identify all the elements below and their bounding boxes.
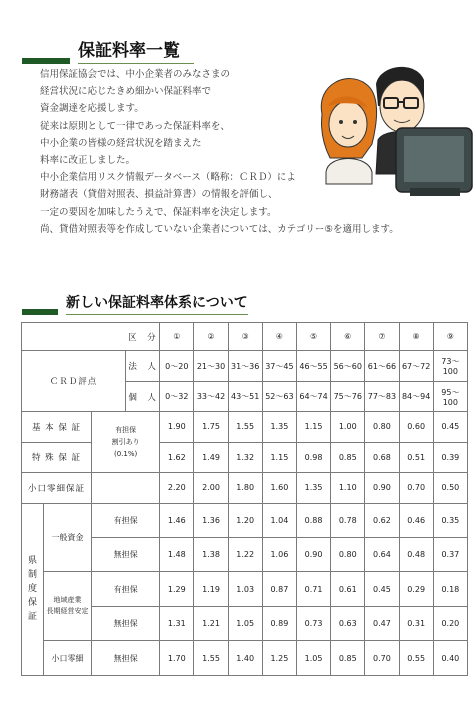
table-cell: 0.48 (399, 537, 433, 571)
table-cell: 0.70 (365, 641, 399, 676)
label-line: 長期経営安定 (46, 607, 89, 616)
table-cell: 0～20 (160, 351, 194, 381)
table-cell: 0.80 (331, 537, 365, 571)
table-cell: 1.35 (262, 412, 296, 442)
special-guarantee-label: 特 殊 保 証 (22, 442, 92, 472)
category-header: ⑧ (399, 323, 433, 351)
table-cell: 1.60 (262, 473, 296, 503)
micro-guarantee-label: 小口零細保証 (22, 473, 92, 503)
table-cell: 0.87 (262, 572, 296, 606)
category-header: ⑥ (331, 323, 365, 351)
collateral-discount-note (92, 412, 160, 473)
label-line: 地域産業 (53, 596, 82, 605)
vertical-char: 証 (27, 612, 37, 623)
table-cell: 0.63 (331, 606, 365, 640)
table-cell: 0.64 (365, 537, 399, 571)
individual-label: 個 人 (126, 381, 160, 411)
category-header: ④ (262, 323, 296, 351)
table-cell: 77～83 (365, 381, 399, 411)
table-cell: 0.20 (433, 606, 467, 640)
intro-line: 経営状況に応じたきめ細かい保証料率で (40, 86, 212, 98)
note-line: 割引あり (111, 438, 140, 447)
note-line: (0.1%) (113, 450, 138, 459)
table-cell: 1.15 (296, 412, 330, 442)
table-cell: 1.00 (331, 412, 365, 442)
page-title: 保証料率一覧 (78, 36, 194, 64)
table-cell: 1.29 (160, 572, 194, 606)
category-header: ⑦ (365, 323, 399, 351)
table-cell: 0.80 (365, 412, 399, 442)
table-cell: 1.62 (160, 442, 194, 472)
category-header: ② (194, 323, 228, 351)
secured-label: 有担保 (92, 572, 160, 606)
table-cell: 46～55 (296, 351, 330, 381)
section-title: 新しい保証料率体系について (66, 292, 248, 315)
intro-line: 財務諸表（貸借対照表、損益計算書）の情報を評価し、 (40, 189, 278, 201)
table-cell: 0.90 (365, 473, 399, 503)
table-cell: 0.73 (296, 606, 330, 640)
table-cell: 84～94 (399, 381, 433, 411)
guarantee-rate-table (21, 322, 468, 676)
table-cell: 1.05 (228, 606, 262, 640)
prefectural-scheme-label (22, 503, 44, 676)
unsecured-label: 無担保 (92, 606, 160, 640)
general-fund-label: 一般資金 (44, 503, 92, 572)
section-heading-rate-list (22, 36, 194, 64)
unsecured-label: 無担保 (92, 641, 160, 676)
table-cell: 1.25 (262, 641, 296, 676)
table-row (22, 572, 468, 606)
table-cell: 0.37 (433, 537, 467, 571)
table-cell: 1.06 (262, 537, 296, 571)
table-cell: 1.20 (228, 503, 262, 537)
table-cell: 1.55 (194, 641, 228, 676)
table-cell: 1.19 (194, 572, 228, 606)
table-cell: 73～100 (433, 351, 467, 381)
vertical-char: 制 (27, 570, 37, 581)
table-cell: 2.20 (160, 473, 194, 503)
vertical-char: 県 (27, 556, 37, 567)
table-cell: 0.45 (433, 412, 467, 442)
blank-cell (92, 473, 160, 503)
table-cell: 56～60 (331, 351, 365, 381)
table-cell: 64～74 (296, 381, 330, 411)
category-header: ⑤ (296, 323, 330, 351)
table-cell: 1.75 (194, 412, 228, 442)
table-cell: 0.40 (433, 641, 467, 676)
table-cell: 0.46 (399, 503, 433, 537)
table-cell: 0.60 (399, 412, 433, 442)
table-cell: 0.89 (262, 606, 296, 640)
intro-line: 中小企業信用リスク情報データベース（略称：ＣＲＤ）によ (40, 172, 296, 184)
intro-line: 資金調達を応援します。 (40, 103, 144, 115)
table-cell: 95～100 (433, 381, 467, 411)
table-cell: 1.49 (194, 442, 228, 472)
table-cell: 33～42 (194, 381, 228, 411)
table-cell: 0.88 (296, 503, 330, 537)
corporate-label: 法 人 (126, 351, 160, 381)
table-cell: 0.35 (433, 503, 467, 537)
table-cell: 1.15 (262, 442, 296, 472)
category-header: ③ (228, 323, 262, 351)
unsecured-label: 無担保 (92, 537, 160, 571)
table-cell: 0.47 (365, 606, 399, 640)
table-cell: 1.90 (160, 412, 194, 442)
table-cell: 0.98 (296, 442, 330, 472)
table-cell: 0.18 (433, 572, 467, 606)
table-cell: 1.36 (194, 503, 228, 537)
table-cell: 0.70 (399, 473, 433, 503)
table-cell: 0.78 (331, 503, 365, 537)
table-cell: 1.35 (296, 473, 330, 503)
heading-bar (22, 309, 58, 315)
regional-industry-label (44, 572, 92, 641)
secured-label: 有担保 (92, 503, 160, 537)
table-cell: 0.71 (296, 572, 330, 606)
table-cell: 0.39 (433, 442, 467, 472)
intro-line: 信用保証協会では、中小企業者のみなさまの (40, 69, 231, 80)
crd-score-label: ＣＲＤ評点 (22, 351, 126, 412)
table-cell: 1.21 (194, 606, 228, 640)
category-header: ⑨ (433, 323, 467, 351)
table-cell: 0.45 (365, 572, 399, 606)
table-cell: 1.32 (228, 442, 262, 472)
table-cell: 0～32 (160, 381, 194, 411)
table-cell: 61～66 (365, 351, 399, 381)
table-cell: 0.55 (399, 641, 433, 676)
note-line: 有担保 (115, 426, 137, 435)
table-row (22, 473, 468, 503)
table-cell: 67～72 (399, 351, 433, 381)
vertical-char: 保 (27, 598, 37, 609)
table-cell: 1.55 (228, 412, 262, 442)
table-cell: 43～51 (228, 381, 262, 411)
micro-fund-label: 小口零細 (44, 641, 92, 676)
business-people-illustration (300, 54, 474, 200)
table-cell: 1.48 (160, 537, 194, 571)
intro-line: 中小企業の皆様の経営状況を踏まえた (40, 137, 202, 149)
intro-line: 一定の要因を加味したうえで、保証料率を決定します。 (40, 206, 277, 218)
vertical-char: 度 (27, 584, 37, 595)
section-heading-new-system (22, 292, 248, 315)
table-cell: 1.46 (160, 503, 194, 537)
table-cell: 1.22 (228, 537, 262, 571)
intro-line: 料率に改正しました。 (40, 155, 136, 167)
table-cell: 1.40 (228, 641, 262, 676)
table-cell: 1.05 (296, 641, 330, 676)
table-cell: 0.50 (433, 473, 467, 503)
table-cell: 1.70 (160, 641, 194, 676)
table-row (22, 412, 468, 442)
table-cell: 52～63 (262, 381, 296, 411)
table-cell: 1.10 (331, 473, 365, 503)
table-cell: 1.31 (160, 606, 194, 640)
basic-guarantee-label: 基 本 保 証 (22, 412, 92, 442)
table-cell: 0.90 (296, 537, 330, 571)
table-cell: 0.62 (365, 503, 399, 537)
table-cell: 2.00 (194, 473, 228, 503)
table-cell: 1.03 (228, 572, 262, 606)
table-row (22, 323, 468, 351)
table-cell: 75～76 (331, 381, 365, 411)
table-cell: 1.38 (194, 537, 228, 571)
intro-line: 尚、貸借対照表等を作成していない企業者については、カテゴリー⑤を適用します。 (40, 223, 399, 235)
table-cell: 1.80 (228, 473, 262, 503)
table-cell: 37～45 (262, 351, 296, 381)
table-cell: 1.04 (262, 503, 296, 537)
heading-bar (22, 58, 70, 64)
table-cell: 0.29 (399, 572, 433, 606)
table-cell: 0.68 (365, 442, 399, 472)
table-cell: 0.61 (331, 572, 365, 606)
intro-line: 従来は原則として一律であった保証料率を、 (40, 120, 230, 132)
blank-cell (22, 323, 126, 351)
table-row (22, 503, 468, 537)
table-cell: 0.51 (399, 442, 433, 472)
table-row (22, 641, 468, 676)
kubun-label: 区 分 (126, 323, 160, 351)
table-cell: 0.31 (399, 606, 433, 640)
table-row (22, 442, 468, 472)
table-cell: 31～36 (228, 351, 262, 381)
table-cell: 21～30 (194, 351, 228, 381)
table-row (22, 351, 468, 381)
category-header: ① (160, 323, 194, 351)
table-cell: 0.85 (331, 442, 365, 472)
table-cell: 0.85 (331, 641, 365, 676)
